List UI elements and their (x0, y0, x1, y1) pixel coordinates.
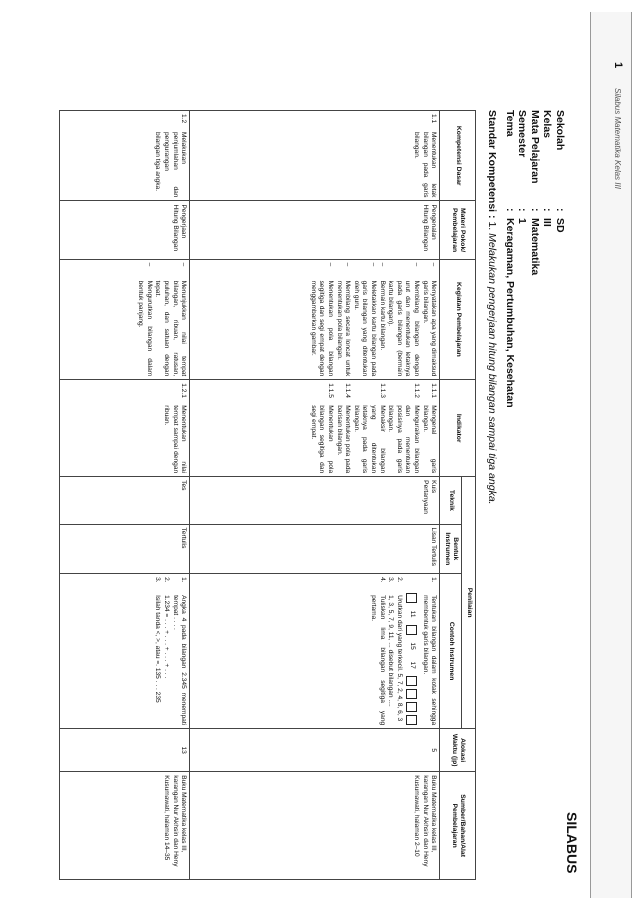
info-value: III (541, 218, 554, 227)
info-value: Matematika (528, 218, 541, 276)
info-label: Kelas (541, 110, 554, 139)
list-item: – Mengurutkan bilangan dalam bentuk panjang. (137, 262, 153, 377)
number-line-value: 11 (408, 610, 416, 618)
indikator-cell (60, 380, 190, 477)
info-label: Semester (516, 110, 529, 158)
header-kompetensi: Kompetensi Dasar (440, 111, 476, 201)
teknik-cell: Tes (60, 477, 190, 524)
header-sumber: Sumber/Bahan/Alat Pembelajaran (440, 772, 476, 880)
kegiatan-cell (190, 259, 440, 380)
kd-cell (190, 111, 440, 201)
list-item: 1.1.5 Menentukan pola bilangan segitiga dan segi empat. (309, 383, 335, 474)
list-item: 1.1.2 Menguraikan bilangan dan menentukan posisinya pada garis bilangan. (387, 383, 421, 474)
number-line-boxes (406, 593, 417, 725)
list-item: – Menyatakan apa yang dimaksud garis bilangan. (421, 262, 438, 377)
info-label: Mata Pelajaran (528, 110, 541, 184)
sumber-cell: Buku Matematika kelas III, karangan Nur Akhsin dan Heny Kusumawati, halaman 2–10 (190, 772, 440, 880)
info-row-kelas: Kelas : III (541, 110, 554, 227)
list-item: – Meletakkan kartu bilangan pada garis bilangan yang ditentukan oleh guru. (352, 262, 378, 377)
sumber-cell: Buku Matematika kelas III, karangan Nur Akhsin dan Heny Kusumawati, halaman 14–35 (60, 772, 190, 880)
alokasi-cell: 5 (190, 729, 440, 772)
running-header-title: Silabus Matematika Kelas III (613, 88, 622, 189)
info-value: 1 (516, 218, 529, 224)
running-header (572, 0, 638, 898)
teknik-cell: Kuis Pertanyaan (190, 477, 440, 524)
header-bentuk: Bentuk Instrumen (440, 524, 462, 574)
bentuk-cell: Lisan Tertulis (190, 524, 440, 574)
table-row (60, 111, 190, 880)
header-contoh: Contoh Instrumen (440, 574, 462, 729)
list-item: 1.1.1 Mengenal garis bilangan. (421, 383, 438, 474)
info-block (503, 110, 566, 408)
page-number: 1 (612, 62, 624, 69)
info-label: Tema (503, 110, 516, 137)
info-row-mata-pelajaran: Mata Pelajaran : Matematika (528, 110, 541, 276)
list-item: – Membilang bilangan dengan urut dan menentukan letaknya pada garis bilangan (bermain kartu bilangan). (387, 262, 421, 377)
answer-box (406, 593, 417, 603)
kegiatan-cell (60, 259, 190, 380)
list-item: 3. 1, 3, 5, 7, 9, 11, ... disebut bilangan .... (387, 577, 395, 707)
kd-text: Melakukan penjumlahan dan pengurangan bilangan tiga angka. (154, 132, 188, 198)
bentuk-cell: Tertulis (60, 524, 190, 574)
list-item: – Bermain kartu bilangan. (378, 262, 386, 351)
kd-number: 1.2 (180, 114, 188, 124)
number-line-value: 17 (408, 661, 416, 669)
info-row-sekolah: Sekolah : SD (554, 110, 566, 233)
answer-box (406, 625, 417, 635)
list-item: 1. Tentukan bilangan dalam kotak sehingga membentuk garis bilangan. (421, 577, 438, 726)
kd-cell (60, 111, 190, 201)
standar-kompetensi (486, 110, 498, 505)
number-line-value: 15 (408, 642, 416, 650)
document-title: SILABUS (564, 812, 580, 874)
list-item: 3. Isilah tanda <, >, atau =. 135 . . . 235 (154, 577, 162, 703)
list-item: 4. Tuliskan lima bilangan segitiga yang pertama. (370, 577, 386, 726)
sk-number: 1. (486, 221, 498, 231)
sk-text: Melakukan pengerjaan hitung bilangan sampai tiga angka. (486, 233, 498, 505)
contoh-cell (60, 574, 190, 729)
list-item: 1.1.3 Menaksir bilangan yang ditentukan letaknya pada garis bilangan. (352, 383, 386, 474)
list-item: 2. Urutkan dari yang terkecil. 5, 7, 2, 4, 8, 6, 3 (396, 577, 404, 722)
sk-label: Standar Kompetensi : (486, 110, 498, 219)
answer-box (406, 689, 417, 699)
header-alokasi: Alokasi Waktu (jp) (440, 729, 476, 772)
indikator-cell (190, 380, 440, 477)
info-row-semester: Semester : 1 (516, 110, 529, 224)
header-kegiatan: Kegiatan Pembelajaran (440, 259, 476, 380)
kd-text: Menentukan letak bilangan pada garis bilangan. (413, 132, 438, 198)
list-item: 1.1.4 Menentukan pola pada barisan bilangan. (335, 383, 352, 474)
list-item: – Menentukan pola bilangan segitiga dan segi empat dengan menggambarkan gambar. (309, 262, 335, 377)
contoh-cell (190, 574, 440, 729)
materi-cell: Pengerjaan Hitung Bilangan (60, 201, 190, 259)
table-row (190, 111, 440, 880)
list-item: – Membilang secara loncat untuk menentukan pola bilangan. (335, 262, 352, 377)
kd-number: 1.1 (430, 114, 438, 124)
info-row-tema: Tema : Keragaman, Pertumbuhan, Kesehatan (503, 110, 516, 408)
header-materi: Materi Pokok/ Pembelajaran (440, 201, 476, 259)
info-value: SD (554, 218, 566, 233)
answer-box (406, 702, 417, 712)
running-header-bar (590, 12, 632, 898)
list-item: 2. 1.234 = . . . + . . . + . . . + . . . (163, 577, 171, 679)
header-indikator: Indikator (440, 380, 476, 477)
header-teknik: Teknik (440, 477, 462, 524)
answer-box (406, 715, 417, 725)
info-label: Sekolah (554, 110, 566, 151)
list-item: – Menunjukkan nilai tempat bilangan, ribuan, ratusan, puluhan, dan satuan dengan tepat. (154, 262, 188, 377)
materi-cell: Pengenalan Hitung Bilangan (190, 201, 440, 259)
list-item: 1.2.1 Menentukan nilai tempat sampai dengan ribuan. (163, 383, 188, 474)
syllabus-table (59, 110, 476, 880)
alokasi-cell: 13 (60, 729, 190, 772)
list-item: 1. Angka 4 pada bilangan 2.345 menempati tempat . . . . (171, 577, 188, 726)
header-penilaian: Penilaian (462, 477, 476, 729)
answer-box (406, 676, 417, 686)
header-row (462, 111, 476, 880)
info-value: Keragaman, Pertumbuhan, Kesehatan (503, 218, 516, 408)
